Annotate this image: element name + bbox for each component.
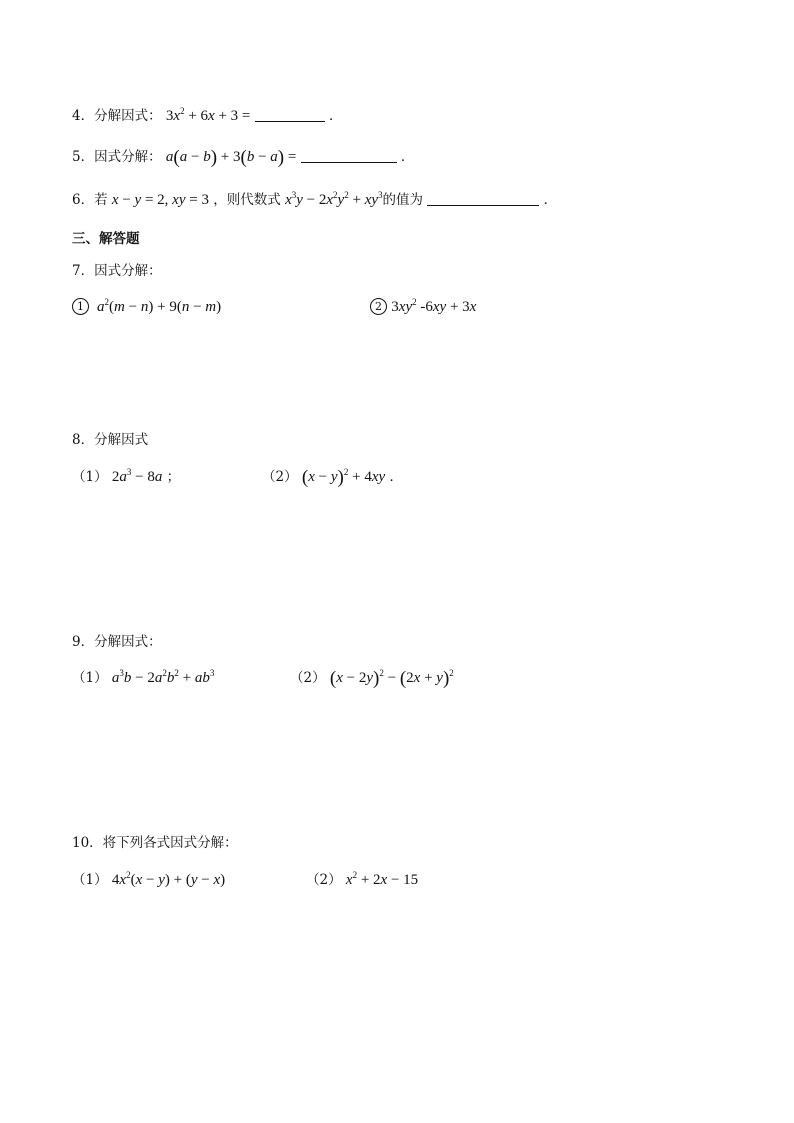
question-8-period: ．	[389, 469, 403, 485]
section-heading: 三、解答题	[72, 231, 140, 247]
part-2-label: （2）	[306, 872, 342, 888]
question-6-condition: x − y = 2, xy = 3	[111, 192, 209, 208]
question-9-label: 9．分解因式：	[72, 634, 162, 650]
part-2-label: （2）	[262, 469, 298, 485]
question-9-expression-2: $(x - 2y)^2 - (2x + y)^2$	[329, 668, 454, 689]
question-4-expression: $3x^2 + 6x + 3$ =	[165, 106, 251, 124]
circled-number-1: 1	[72, 298, 89, 315]
question-6-prefix: 6．若	[72, 192, 108, 208]
answer-blank[interactable]	[427, 191, 539, 206]
question-8-part-1	[72, 467, 180, 487]
question-5-period: ．	[400, 149, 415, 165]
question-10-part-2	[306, 870, 418, 890]
question-10-expression-2: $x^2 + 2x - 15$	[345, 870, 419, 888]
question-10-part-1	[72, 870, 225, 890]
question-8-expression-2: $(x - y)^2 + 4xy$	[301, 467, 386, 488]
question-8-expression-1: $2a^3 - 8a$	[111, 467, 163, 485]
question-5	[72, 147, 414, 168]
question-6-suffix: 的值为	[382, 192, 424, 208]
question-8-part-2	[262, 467, 403, 488]
question-7-expression-1: $a^2(m - n) + 9(n - m)$	[97, 297, 222, 315]
question-4	[72, 106, 342, 126]
part-2-label: （2）	[290, 670, 326, 686]
question-7-label: 7．因式分解：	[72, 263, 162, 279]
question-6-period: ．	[543, 192, 558, 208]
question-6-expression: $x^3y - 2x^2y^2 + xy^3$	[285, 190, 383, 208]
question-9-expression-1: $a^3b - 2a^2b^2 + ab^3$	[111, 668, 215, 686]
question-7-expression-2: $3xy^2$ -6xy + 3x	[391, 297, 477, 315]
answer-blank[interactable]	[255, 107, 325, 122]
question-9-part-2	[290, 668, 454, 689]
part-1-label: （1）	[72, 670, 108, 686]
question-8-sep: ；	[166, 469, 181, 485]
question-9-part-1	[72, 668, 214, 688]
question-10-label: 10．将下列各式因式分解：	[72, 835, 238, 851]
question-8-label: 8．分解因式	[72, 432, 149, 448]
question-6-sep: ，则代数式	[213, 192, 281, 208]
question-5-expression: a(a − b) + 3(b − a) =	[165, 147, 297, 168]
question-4-period: ．	[328, 108, 343, 124]
circled-number-2: 2	[370, 298, 387, 315]
question-7-part-2	[370, 297, 476, 317]
question-7-part-1	[72, 297, 221, 317]
answer-blank[interactable]	[301, 148, 397, 163]
question-5-label: 5．因式分解：	[72, 149, 162, 165]
part-1-label: （1）	[72, 469, 108, 485]
question-10-expression-1: $4x^2(x - y) + (y - x)$	[111, 870, 226, 888]
question-4-label: 4．分解因式：	[72, 108, 162, 124]
question-6	[72, 190, 557, 210]
part-1-label: （1）	[72, 872, 108, 888]
